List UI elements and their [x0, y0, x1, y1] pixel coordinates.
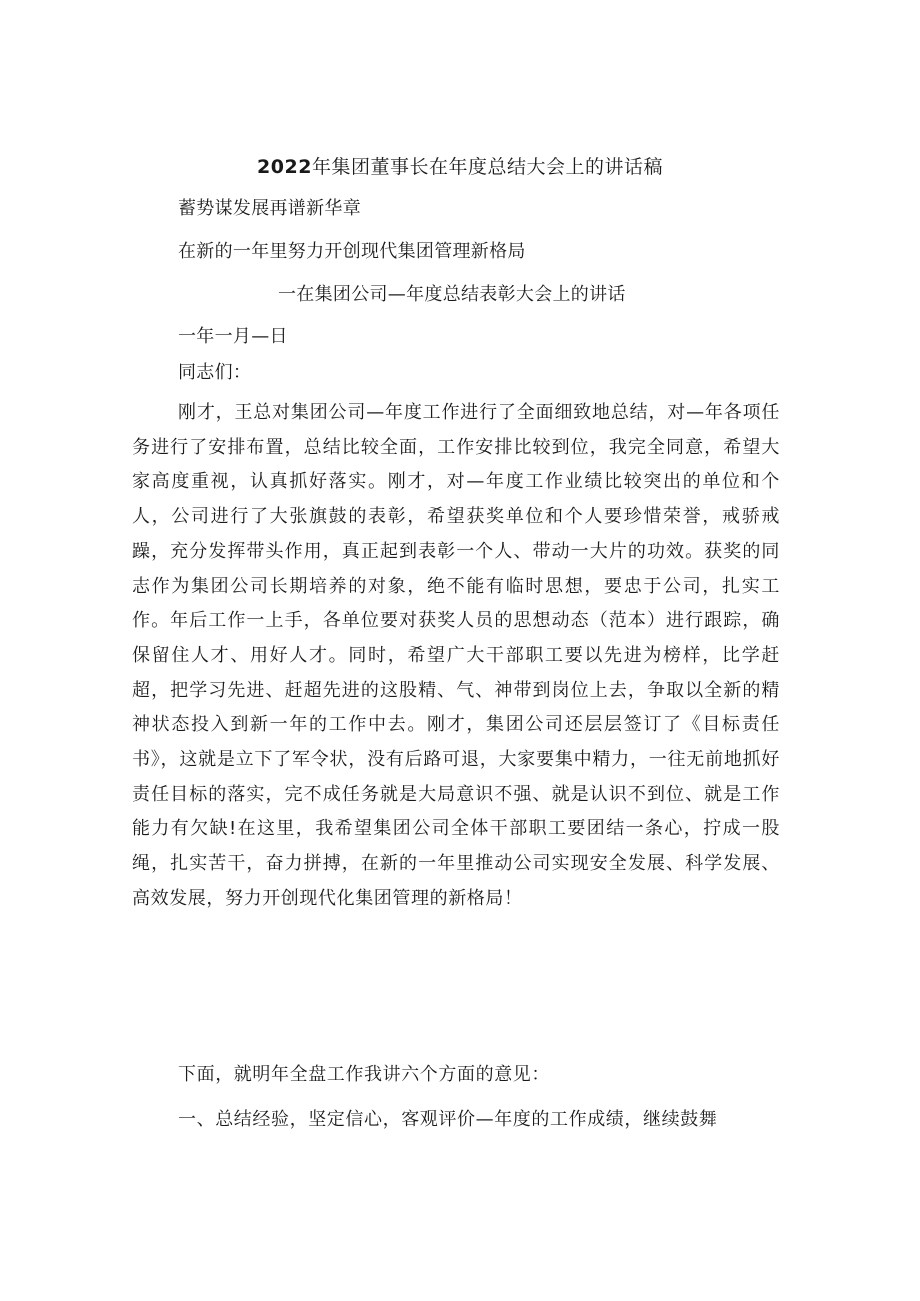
document-title: [0, 152, 920, 182]
body-paragraph-3: 一、总结经验，坚定信心，客观评价—年度的工作成绩，继续鼓舞: [178, 1109, 718, 1130]
title-year: 2022: [257, 156, 312, 178]
body-paragraph-2: 下面，就明年全盘工作我讲六个方面的意见：: [178, 1064, 550, 1085]
subtitle-3: 一在集团公司—年度总结表彰大会上的讲话: [278, 284, 626, 305]
title-text: 年集团董事长在年度总结大会上的讲话稿: [311, 156, 663, 178]
body-paragraph-1: 刚才，王总对集团公司—年度工作进行了全面细致地总结，对—年各项任务进行了安排布置，总结比较全面，工作安排比较到位，我完全同意，希望大家高度重视，认真抓好落实。刚才，对—年度工作业绩比较突出的单位和个人，公司进行了大张旗鼓的表彰，希望获奖单位和个人要珍惜荣誉，戒骄戒躁，充分发挥带头作用，真正起到表彰一个人、带动一大片的功效。获奖的同志作为集团公司长期培养的对象，绝不能有临时思想，要忠于公司，扎实工作。年后工作一上手，各单位要对获奖人员的思想动态（范本）进行跟踪，确保留住人才、用好人才。同时，希望广大干部职工要以先进为榜样，比学赶超，把学习先进、赶超先进的这股精、气、神带到岗位上去，争取以全新的精神状态投入到新一年的工作中去。刚才，集团公司还层层签订了《目标责任书》，这就是立下了军令状，没有后路可退，大家要集中精力，一往无前地抓好责任目标的落实，完不成任务就是大局意识不强、就是认识不到位、就是工作能力有欠缺!在这里，我希望集团公司全体干部职工要团结一条心，拧成一股绳，扎实苦干，奋力拼搏，在新的一年里推动公司实现安全发展、科学发展、高效发展，努力开创现代化集团管理的新格局！: [132, 402, 780, 909]
subtitle-1: 蓄势谋发展再谱新华章: [178, 198, 361, 219]
date-line: 一年一月—日: [178, 326, 288, 347]
subtitle-2: 在新的一年里努力开创现代集团管理新格局: [178, 241, 526, 262]
salutation: 同志们：: [178, 362, 252, 383]
